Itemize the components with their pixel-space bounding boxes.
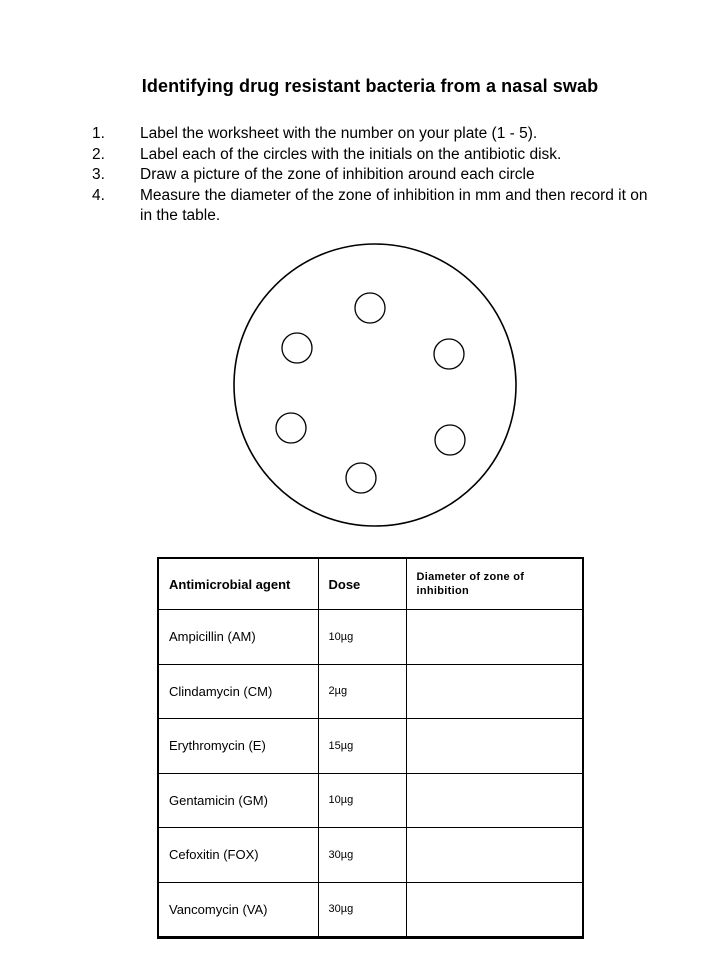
diameter-cell[interactable] — [406, 828, 583, 883]
instruction-text: Label each of the circles with the initials on the antibiotic disk. — [140, 145, 562, 163]
dose-cell: 30µg — [318, 828, 406, 883]
diameter-cell[interactable] — [406, 773, 583, 828]
header-diameter: Diameter of zone of inhibition — [406, 558, 583, 610]
instruction-number: 1. — [92, 125, 105, 142]
diameter-cell[interactable] — [406, 664, 583, 719]
dose-cell: 15µg — [318, 719, 406, 774]
dose-cell: 10µg — [318, 773, 406, 828]
dose-cell: 30µg — [318, 882, 406, 938]
table-header-row — [158, 558, 583, 610]
instruction-text: Measure the diameter of the zone of inhibition in mm and then record it on in the table. — [140, 186, 648, 224]
instruction-text: Label the worksheet with the number on your plate (1 - 5). — [140, 125, 538, 142]
table-row — [158, 773, 583, 828]
dose-cell: 10µg — [318, 610, 406, 665]
antibiotic-disk-circle — [276, 413, 306, 443]
table-row — [158, 828, 583, 883]
header-dose: Dose — [318, 558, 406, 610]
agent-cell: Vancomycin (VA) — [158, 882, 318, 938]
antibiotic-disk-circle — [435, 425, 465, 455]
agent-cell: Ampicillin (AM) — [158, 610, 318, 665]
results-table — [157, 557, 584, 939]
agent-cell: Gentamicin (GM) — [158, 773, 318, 828]
antibiotic-disk-circle — [355, 293, 385, 323]
diameter-cell[interactable] — [406, 610, 583, 665]
instruction-number: 2. — [92, 145, 105, 163]
dose-cell: 2µg — [318, 664, 406, 719]
header-antimicrobial-agent: Antimicrobial agent — [158, 558, 318, 610]
antibiotic-disk-circle — [346, 463, 376, 493]
antibiotic-disk-circle — [282, 333, 312, 363]
page-title: Identifying drug resistant bacteria from a nasal swab — [141, 76, 599, 96]
table-row — [158, 882, 583, 938]
instruction-number: 4. — [92, 186, 105, 204]
diameter-cell[interactable] — [406, 882, 583, 938]
antibiotic-disk-circle — [434, 339, 464, 369]
table-row — [158, 719, 583, 774]
table-row — [158, 664, 583, 719]
agent-cell: Cefoxitin (FOX) — [158, 828, 318, 883]
instruction-number: 3. — [92, 166, 105, 183]
agent-cell: Erythromycin (E) — [158, 719, 318, 774]
instruction-text: Draw a picture of the zone of inhibition around each circle — [140, 166, 535, 183]
agent-cell: Clindamycin (CM) — [158, 664, 318, 719]
table-row — [158, 610, 583, 665]
diameter-cell[interactable] — [406, 719, 583, 774]
